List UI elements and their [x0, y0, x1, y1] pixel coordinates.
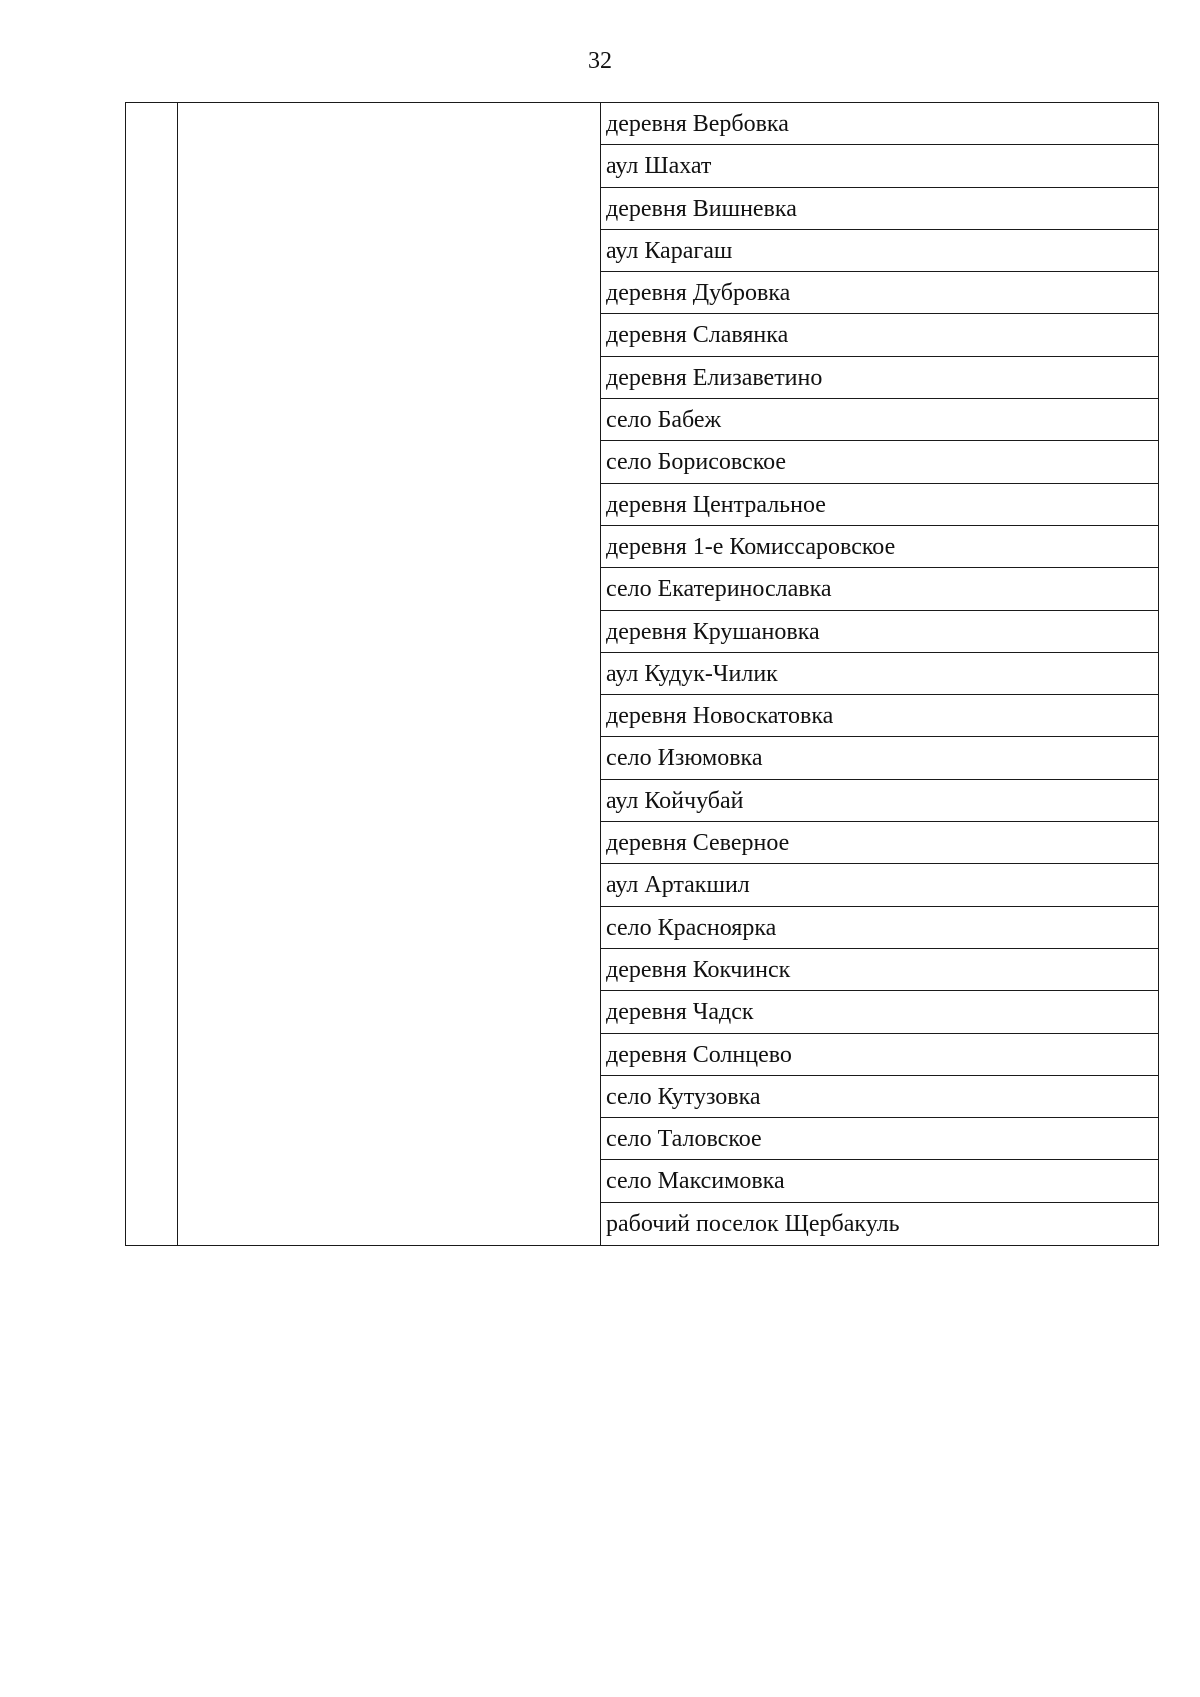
settlement-item: деревня 1-е Комиссаровское: [601, 526, 1158, 568]
settlement-item: деревня Елизаветино: [601, 357, 1158, 399]
settlements-table: [125, 102, 1159, 1246]
settlement-item: село Изюмовка: [601, 737, 1158, 779]
municipality-cell: [178, 103, 601, 1246]
settlement-item: деревня Крушановка: [601, 611, 1158, 653]
settlement-item: село Бабеж: [601, 399, 1158, 441]
settlement-list: [601, 103, 1158, 1245]
settlement-item: деревня Новоскатовка: [601, 695, 1158, 737]
settlement-item: деревня Центральное: [601, 484, 1158, 526]
page-number: 32: [588, 48, 612, 74]
settlement-item: деревня Вербовка: [601, 103, 1158, 145]
settlement-item: село Екатеринославка: [601, 568, 1158, 610]
settlement-item: деревня Славянка: [601, 314, 1158, 356]
settlement-item: аул Шахат: [601, 145, 1158, 187]
settlement-item: аул Артакшил: [601, 864, 1158, 906]
settlement-item: деревня Северное: [601, 822, 1158, 864]
table-row: [126, 103, 1159, 1246]
settlement-item: деревня Солнцево: [601, 1034, 1158, 1076]
settlement-item: рабочий поселок Щербакуль: [606, 1210, 900, 1237]
settlement-item: аул Карагаш: [601, 230, 1158, 272]
settlement-item: деревня Кокчинск: [601, 949, 1158, 991]
settlement-item: село Максимовка: [601, 1160, 1158, 1202]
number-cell: [126, 103, 178, 1246]
settlement-item: село Борисовское: [601, 441, 1158, 483]
settlement-item: аул Койчубай: [601, 780, 1158, 822]
settlements-cell: [601, 103, 1159, 1246]
settlement-item: деревня Вишневка: [601, 188, 1158, 230]
settlement-item: село Кутузовка: [601, 1076, 1158, 1118]
settlement-item: село Таловское: [601, 1118, 1158, 1160]
settlement-item: деревня Чадск: [601, 991, 1158, 1033]
settlement-item: аул Кудук-Чилик: [601, 653, 1158, 695]
settlement-item: деревня Дубровка: [601, 272, 1158, 314]
settlement-item: село Красноярка: [601, 907, 1158, 949]
